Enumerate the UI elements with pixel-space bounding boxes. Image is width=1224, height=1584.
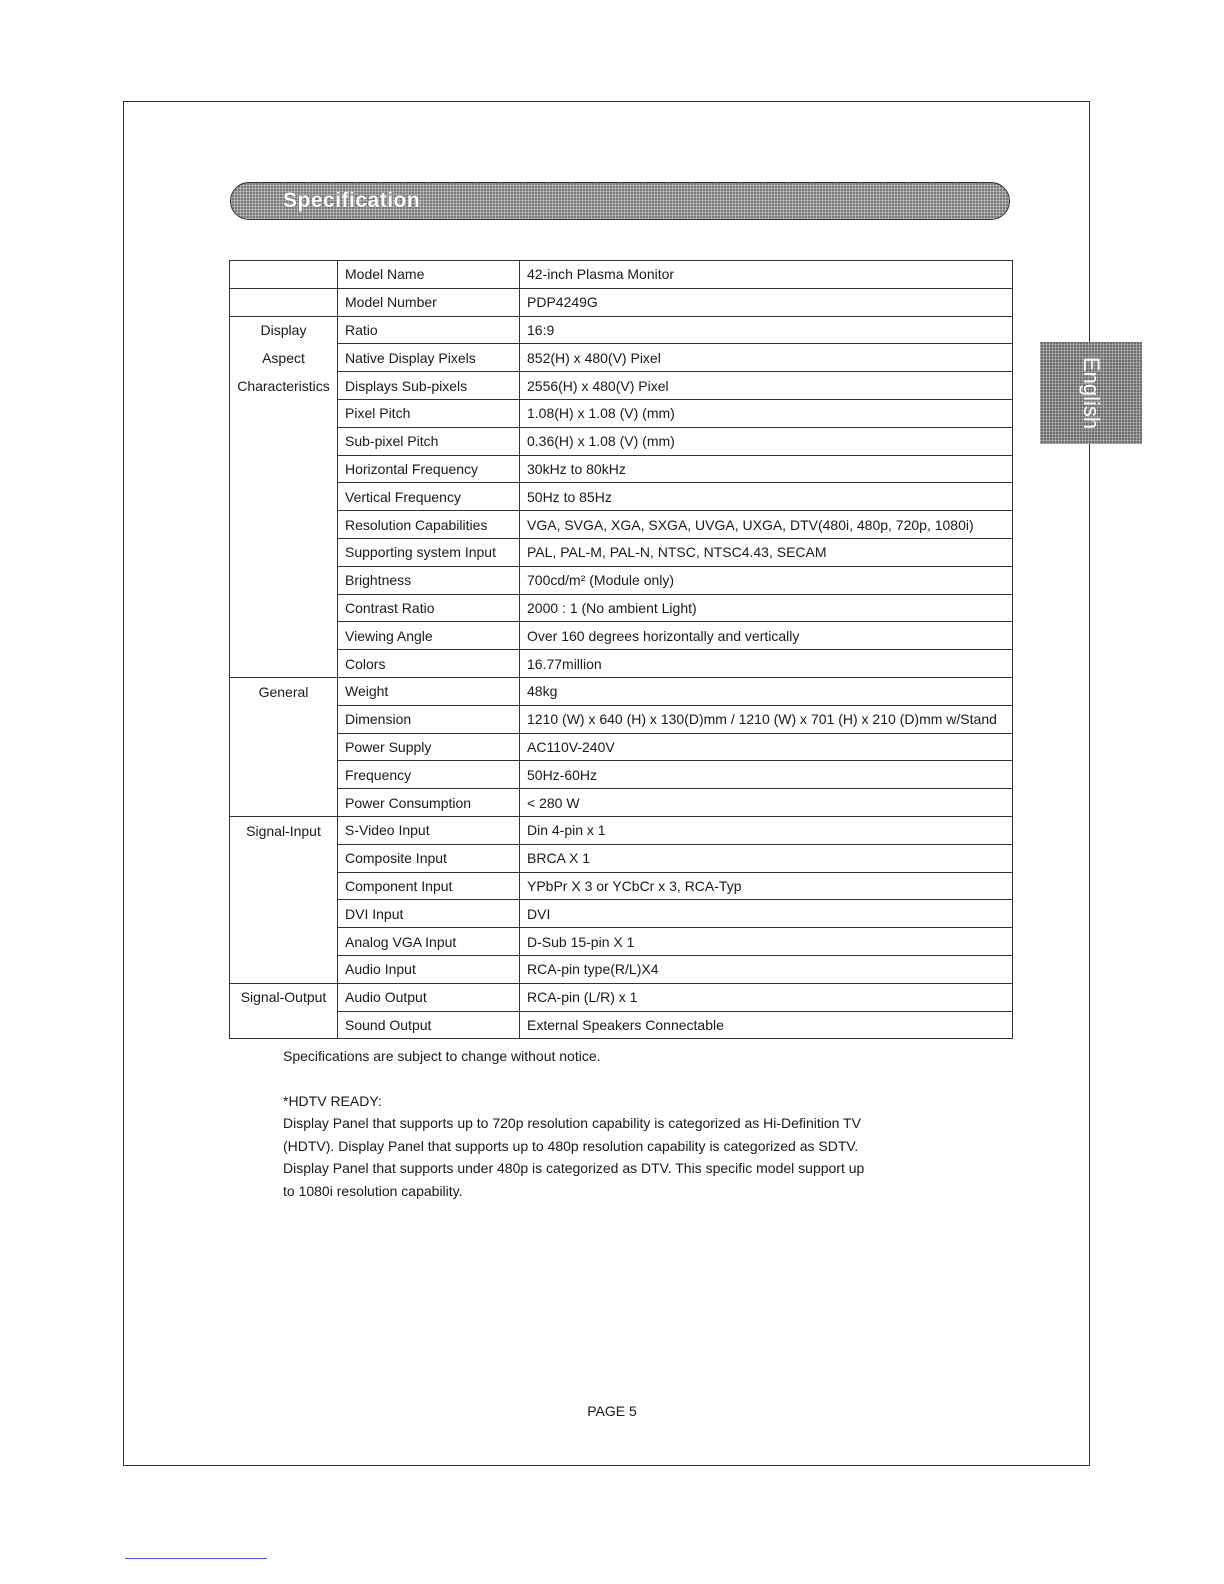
spec-value: 700cd/m² (Module only) xyxy=(520,566,1013,594)
spec-value: YPbPr X 3 or YCbCr x 3, RCA-Typ xyxy=(520,872,1013,900)
spec-table xyxy=(229,260,1013,1039)
spec-category xyxy=(230,511,338,539)
spec-value: 1.08(H) x 1.08 (V) (mm) xyxy=(520,399,1013,427)
hdtv-line: (HDTV). Display Panel that supports up to 480p resolution capability is categorized as SDTV. xyxy=(283,1137,859,1154)
spec-label: Native Display Pixels xyxy=(338,344,520,372)
spec-category xyxy=(230,900,338,928)
spec-row xyxy=(230,594,1013,622)
spec-label: DVI Input xyxy=(338,900,520,928)
spec-value: BRCA X 1 xyxy=(520,844,1013,872)
spec-row xyxy=(230,622,1013,650)
spec-category: General xyxy=(230,677,338,705)
spec-row xyxy=(230,928,1013,956)
spec-category: Characteristics xyxy=(230,372,338,400)
spec-value: D-Sub 15-pin X 1 xyxy=(520,928,1013,956)
spec-row xyxy=(230,261,1013,289)
spec-label: Brightness xyxy=(338,566,520,594)
spec-row xyxy=(230,955,1013,983)
page-number: PAGE 5 xyxy=(587,1403,637,1419)
hdtv-heading: *HDTV READY: xyxy=(283,1092,382,1109)
spec-value: 16:9 xyxy=(520,316,1013,344)
spec-category xyxy=(230,789,338,817)
spec-row xyxy=(230,511,1013,539)
spec-label: Audio Input xyxy=(338,955,520,983)
spec-category xyxy=(230,650,338,678)
spec-row xyxy=(230,316,1013,344)
notes xyxy=(283,1045,923,1203)
spec-label: Viewing Angle xyxy=(338,622,520,650)
spec-value: PAL, PAL-M, PAL-N, NTSC, NTSC4.43, SECAM xyxy=(520,538,1013,566)
spec-label: Colors xyxy=(338,650,520,678)
spec-value: Over 160 degrees horizontally and vertically xyxy=(520,622,1013,650)
spec-label: Weight xyxy=(338,677,520,705)
spec-label: Sub-pixel Pitch xyxy=(338,427,520,455)
spec-label: Pixel Pitch xyxy=(338,399,520,427)
spec-row xyxy=(230,427,1013,455)
spec-label: Audio Output xyxy=(338,983,520,1011)
spec-label: Sound Output xyxy=(338,1011,520,1039)
spec-row xyxy=(230,900,1013,928)
spec-label: Ratio xyxy=(338,316,520,344)
spec-row xyxy=(230,483,1013,511)
spec-category: Aspect xyxy=(230,344,338,372)
spec-row xyxy=(230,983,1013,1011)
spec-label: Horizontal Frequency xyxy=(338,455,520,483)
spec-value: PDP4249G xyxy=(520,288,1013,316)
spec-value: 50Hz-60Hz xyxy=(520,761,1013,789)
spec-label: Contrast Ratio xyxy=(338,594,520,622)
spec-row xyxy=(230,455,1013,483)
spec-category xyxy=(230,955,338,983)
spec-row xyxy=(230,733,1013,761)
spec-label: Frequency xyxy=(338,761,520,789)
spec-label: Displays Sub-pixels xyxy=(338,372,520,400)
spec-label: Vertical Frequency xyxy=(338,483,520,511)
spec-category xyxy=(230,538,338,566)
spec-row xyxy=(230,1011,1013,1039)
spec-row xyxy=(230,344,1013,372)
spec-value: Din 4-pin x 1 xyxy=(520,816,1013,844)
spec-category xyxy=(230,288,338,316)
spec-category xyxy=(230,427,338,455)
spec-value: 16.77million xyxy=(520,650,1013,678)
spec-category xyxy=(230,455,338,483)
spec-row xyxy=(230,372,1013,400)
spec-category xyxy=(230,844,338,872)
spec-category xyxy=(230,705,338,733)
spec-row xyxy=(230,538,1013,566)
hdtv-line: to 1080i resolution capability. xyxy=(283,1182,463,1199)
spec-category xyxy=(230,594,338,622)
spec-value: VGA, SVGA, XGA, SXGA, UVGA, UXGA, DTV(480i, 480p, 720p, 1080i) xyxy=(520,511,1013,539)
section-title: Specification xyxy=(283,189,421,212)
spec-value: 30kHz to 80kHz xyxy=(520,455,1013,483)
spec-category: Signal-Input xyxy=(230,816,338,844)
spec-value: < 280 W xyxy=(520,789,1013,817)
spec-row xyxy=(230,761,1013,789)
spec-label: Component Input xyxy=(338,872,520,900)
spec-row xyxy=(230,399,1013,427)
section-title-bar xyxy=(230,182,1010,220)
spec-label: S-Video Input xyxy=(338,816,520,844)
spec-category: Signal-Output xyxy=(230,983,338,1011)
language-tab xyxy=(1040,342,1142,444)
spec-label: Supporting system Input xyxy=(338,538,520,566)
spec-row xyxy=(230,650,1013,678)
spec-category xyxy=(230,622,338,650)
spec-value: 2556(H) x 480(V) Pixel xyxy=(520,372,1013,400)
spec-category xyxy=(230,733,338,761)
spec-value: 1210 (W) x 640 (H) x 130(D)mm / 1210 (W) x 701 (H) x 210 (D)mm w/Stand xyxy=(520,705,1013,733)
spec-value: 0.36(H) x 1.08 (V) (mm) xyxy=(520,427,1013,455)
spec-value: AC110V-240V xyxy=(520,733,1013,761)
spec-label: Analog VGA Input xyxy=(338,928,520,956)
spec-label: Model Number xyxy=(338,288,520,316)
spec-value: External Speakers Connectable xyxy=(520,1011,1013,1039)
spec-category xyxy=(230,1011,338,1039)
spec-category xyxy=(230,761,338,789)
spec-value: 50Hz to 85Hz xyxy=(520,483,1013,511)
spec-label: Dimension xyxy=(338,705,520,733)
spec-label: Model Name xyxy=(338,261,520,289)
spec-value: 852(H) x 480(V) Pixel xyxy=(520,344,1013,372)
spec-label: Power Supply xyxy=(338,733,520,761)
disclaimer-text: Specifications are subject to change without notice. xyxy=(283,1048,601,1064)
spec-label: Resolution Capabilities xyxy=(338,511,520,539)
spec-row xyxy=(230,677,1013,705)
spec-category xyxy=(230,872,338,900)
hdtv-line: Display Panel that supports under 480p is categorized as DTV. This specific model support up xyxy=(283,1160,865,1177)
spec-category xyxy=(230,261,338,289)
spec-row xyxy=(230,789,1013,817)
spec-value: DVI xyxy=(520,900,1013,928)
spec-row xyxy=(230,566,1013,594)
spec-category xyxy=(230,928,338,956)
spec-value: 42-inch Plasma Monitor xyxy=(520,261,1013,289)
spec-category xyxy=(230,399,338,427)
spec-label: Composite Input xyxy=(338,844,520,872)
spec-row xyxy=(230,288,1013,316)
spec-value: 2000 : 1 (No ambient Light) xyxy=(520,594,1013,622)
spec-label: Power Consumption xyxy=(338,789,520,817)
spec-row xyxy=(230,705,1013,733)
spec-category: Display xyxy=(230,316,338,344)
hdtv-line: Display Panel that supports up to 720p resolution capability is categorized as Hi-Definition TV xyxy=(283,1115,861,1132)
spec-category xyxy=(230,483,338,511)
spec-value: RCA-pin type(R/L)X4 xyxy=(520,955,1013,983)
spec-row xyxy=(230,872,1013,900)
spec-value: 48kg xyxy=(520,677,1013,705)
spec-row xyxy=(230,844,1013,872)
spec-row xyxy=(230,816,1013,844)
spec-category xyxy=(230,566,338,594)
language-tab-label: English xyxy=(1079,356,1104,430)
spec-value: RCA-pin (L/R) x 1 xyxy=(520,983,1013,1011)
footer-link-line xyxy=(125,1558,267,1559)
